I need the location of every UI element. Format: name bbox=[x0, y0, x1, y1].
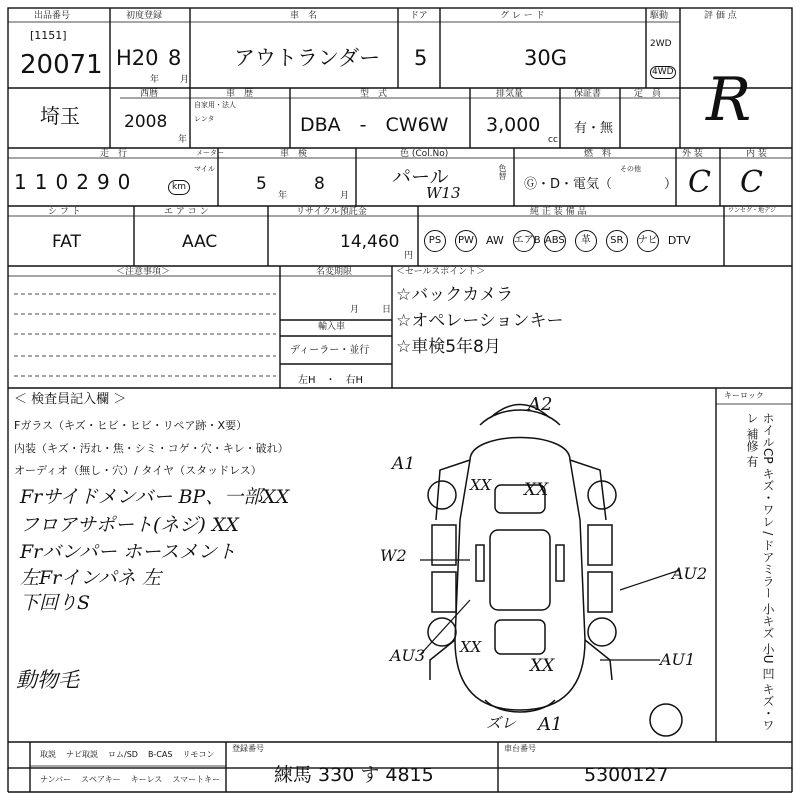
km-circled: km bbox=[168, 180, 190, 195]
footer-items-bottom: ナンバー スペアキー キーレス スマートキー bbox=[40, 775, 221, 784]
color-value: パール bbox=[392, 166, 449, 188]
first-reg-month: 8 bbox=[168, 46, 182, 70]
recycle-unit: 円 bbox=[404, 251, 414, 261]
footer-items-top: 取説 ナビ取説 ロム/SD B-CAS リモコン bbox=[40, 750, 215, 759]
warranty-value: 有・無 bbox=[574, 121, 614, 136]
chassis-label: 車台番号 bbox=[504, 744, 536, 753]
inspector-note-6: 動物毛 bbox=[16, 668, 79, 692]
inspection-label: 車 検 bbox=[280, 149, 308, 159]
mileage-label: 走 行 bbox=[100, 149, 128, 159]
ac-value: AAC bbox=[182, 232, 218, 252]
equip-sr: SR bbox=[606, 230, 628, 252]
side-notes: ホイルCP キズ・ワレ / ドアミラー 小キズ 小U 凹 キズ・ワレ 補修 有 bbox=[745, 412, 775, 732]
reg-label: 登録番号 bbox=[232, 744, 264, 753]
mark-xx-trunk: XX bbox=[530, 656, 555, 676]
mark-w2-left: W2 bbox=[380, 546, 407, 565]
history-sub2: レンタ bbox=[194, 115, 215, 123]
displacement-unit: cc bbox=[548, 135, 558, 145]
equip-aw: AW bbox=[486, 234, 504, 247]
drive-4wd-circled: 4WD bbox=[652, 67, 674, 77]
inspector-note-2: フロアサポート(ネジ) XX bbox=[20, 514, 239, 536]
name-change-month: 月 bbox=[350, 305, 360, 315]
mark-au1-rear-right: AU1 bbox=[660, 650, 696, 669]
mile-label: マイル bbox=[194, 165, 215, 173]
fuel-label: 燃 料 bbox=[584, 149, 612, 159]
inspector-line-2: 内装（キズ・汚れ・焦・シミ・コゲ・穴・キレ・破れ） bbox=[14, 442, 289, 455]
interior-label: 内 装 bbox=[746, 149, 767, 159]
shift-label: シ フ ト bbox=[48, 207, 81, 217]
score-label: 評 価 点 bbox=[704, 11, 737, 21]
meter-label: メーター bbox=[196, 149, 224, 157]
history-sub1: 自家用・法人 bbox=[194, 101, 236, 109]
name-change-label: 名変期限 bbox=[316, 267, 353, 277]
type-label: 型 式 bbox=[360, 89, 388, 99]
mark-a2-front: A2 bbox=[528, 394, 553, 415]
first-reg-label: 初度登録 bbox=[126, 11, 163, 21]
inspector-note-5: 下回りS bbox=[20, 592, 91, 614]
inspection-year: 5 bbox=[256, 174, 267, 194]
drive-label: 駆動 bbox=[650, 11, 669, 21]
mark-au3-rear-left: AU3 bbox=[390, 646, 426, 665]
inspection-month: 8 bbox=[314, 174, 325, 194]
equip-navi: ナビ bbox=[637, 230, 659, 252]
inspection-month-unit: 月 bbox=[340, 191, 350, 201]
mark-xx-left-fender: XX bbox=[470, 476, 492, 494]
capacity-label: 定 員 bbox=[634, 89, 662, 99]
equip-airbag: エアB bbox=[513, 230, 535, 252]
lot-prefix: [1151] bbox=[30, 29, 67, 42]
exterior-label: 外 装 bbox=[682, 149, 703, 159]
mark-au2-right: AU2 bbox=[672, 564, 708, 583]
chassis-number: 5300127 bbox=[584, 764, 669, 786]
recycle-amount: 14,460 bbox=[340, 232, 400, 252]
mark-xx-rear-left: XX bbox=[460, 638, 482, 656]
tv-label: ワンセグ・地デジ bbox=[728, 207, 776, 214]
equip-pw: PW bbox=[455, 230, 477, 252]
import-label: 輸入車 bbox=[318, 322, 346, 332]
fuel-options: Ⓖ・D・電気（ ） bbox=[524, 177, 678, 192]
sales-label: ＜セールスポイント＞ bbox=[396, 267, 486, 277]
sales-point-1: ☆バックカメラ bbox=[396, 285, 514, 305]
equip-dtv: DTV bbox=[667, 234, 691, 247]
import-value: ディーラー・並行 bbox=[290, 345, 370, 356]
model-name: アウトランダー bbox=[234, 46, 381, 70]
doors-value: 5 bbox=[414, 46, 428, 70]
drive-2wd: 2WD bbox=[650, 39, 672, 49]
mileage-digits: 110290 bbox=[14, 170, 139, 194]
color-label: 色 (Col.No) bbox=[400, 149, 449, 159]
color-code: W13 bbox=[426, 184, 461, 202]
equip-leather: 革 bbox=[575, 230, 597, 252]
vehicle-damage-diagram bbox=[428, 405, 682, 737]
shift-value: FAT bbox=[52, 232, 81, 252]
mark-a1-front-left: A1 bbox=[392, 454, 416, 474]
exterior-value: C bbox=[688, 165, 711, 200]
sales-point-3: ☆車検5年8月 bbox=[396, 337, 501, 357]
mark-misalign: ズレ bbox=[486, 714, 517, 732]
year-unit: 年 bbox=[150, 75, 160, 85]
equipment-list bbox=[424, 230, 691, 252]
year-unit-2: 年 bbox=[178, 135, 188, 145]
fuel-other-label: その他 bbox=[620, 165, 641, 173]
equip-ps: PS bbox=[424, 230, 446, 252]
type-code: DBA - CW6W bbox=[300, 114, 449, 136]
score-value: R bbox=[706, 65, 752, 135]
doors-label: ドア bbox=[410, 11, 428, 21]
lot-label: 出品番号 bbox=[34, 11, 71, 21]
inspection-year-unit: 年 bbox=[278, 191, 288, 201]
mark-xx-hood: XX bbox=[524, 480, 549, 500]
warranty-label: 保証書 bbox=[574, 89, 602, 99]
interior-value: C bbox=[740, 165, 763, 200]
inspector-note-4: 左Frインパネ 左 bbox=[20, 567, 161, 589]
equip-abs: ABS bbox=[544, 230, 566, 252]
model-label: 車 名 bbox=[290, 11, 318, 21]
first-reg-era-year: H20 bbox=[116, 46, 159, 70]
inspector-note-3: Frバンパー ホースメント bbox=[20, 541, 237, 563]
inspector-line-1: Fガラス（キズ・ヒビ・ヒビ・リペア跡・X要） bbox=[14, 419, 248, 432]
grade-value: 30G bbox=[524, 46, 567, 70]
recycle-label: リサイクル預託金 bbox=[296, 207, 367, 217]
lot-number: 20071 bbox=[20, 50, 103, 80]
reg-number: 練馬 330 す 4815 bbox=[274, 764, 434, 786]
year-value: 2008 bbox=[124, 112, 168, 132]
region: 埼玉 bbox=[40, 104, 80, 128]
history-label: 車 歴 bbox=[226, 89, 254, 99]
displacement-label: 排気量 bbox=[496, 89, 524, 99]
year-label: 西暦 bbox=[140, 89, 159, 99]
equipment-label: 純 正 装 備 品 bbox=[530, 207, 587, 217]
month-unit: 月 bbox=[180, 75, 190, 85]
inspector-line-3: オーディオ（無し・穴）/ タイヤ（スタッドレス） bbox=[14, 464, 262, 477]
displacement-value: 3,000 bbox=[486, 114, 541, 136]
repaint-label: 色替 bbox=[498, 164, 507, 180]
inspector-title: ＜ 検査員記入欄 ＞ bbox=[14, 392, 127, 407]
mark-a1-rear: A1 bbox=[538, 714, 563, 735]
sales-point-2: ☆オペレーションキー bbox=[396, 311, 564, 331]
handle-value: 左H ・ 右H bbox=[298, 375, 364, 386]
notes-label: ＜注意事項＞ bbox=[116, 267, 171, 277]
inspector-note-1: Frサイドメンバー BP、一部XX bbox=[20, 486, 290, 508]
grade-label: グ レ ー ド bbox=[500, 11, 545, 21]
ac-label: エ ア コ ン bbox=[164, 207, 209, 217]
name-change-day: 日 bbox=[382, 305, 392, 315]
keylock-label: キーロック bbox=[724, 391, 764, 400]
